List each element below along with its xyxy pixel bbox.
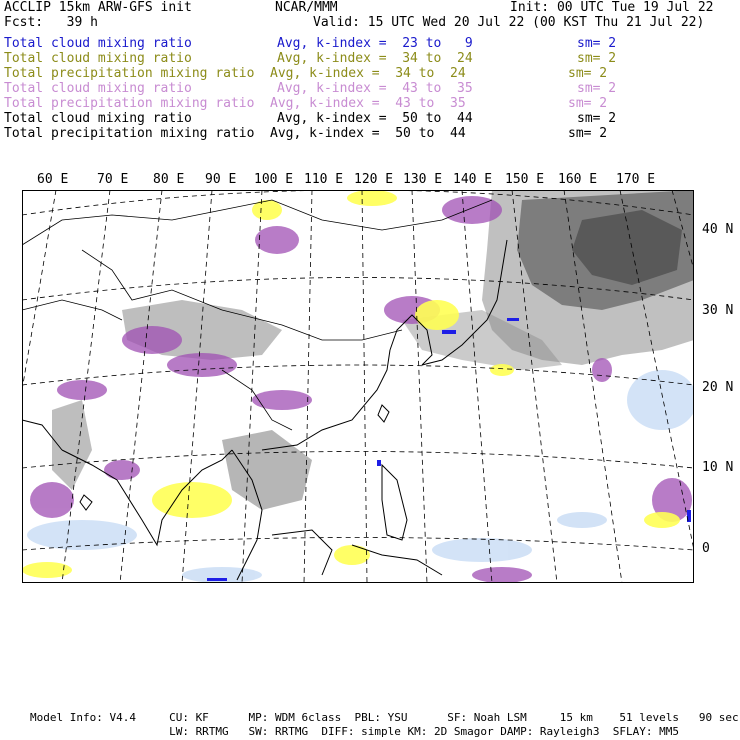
valid-time: Valid: 15 UTC Wed 20 Jul 22 (00 KST Thu 21 Jul 22) xyxy=(313,15,705,30)
lon-label-100e: 100 E xyxy=(254,172,294,187)
map-panel xyxy=(22,190,694,583)
footer-physics-info: LW: RRTMG SW: RRTMG DIFF: simple KM: 2D Smagor DAMP: Rayleigh3 SFLAY: MM5 xyxy=(30,725,680,738)
lat-label-0: 0 xyxy=(702,541,710,556)
field-4-name: Total cloud mixing ratio xyxy=(4,81,192,96)
lon-label-140e: 140 E xyxy=(453,172,493,187)
model-title: ACCLIP 15km ARW-GFS init xyxy=(4,0,192,15)
field-6-name: Total cloud mixing ratio xyxy=(4,111,192,126)
lon-label-120e: 120 E xyxy=(354,172,394,187)
org-label: NCAR/MMM xyxy=(275,0,338,15)
forecast-hour: Fcst: 39 h xyxy=(4,15,98,30)
field-1-avg: Avg, k-index = 23 to 9 xyxy=(277,36,473,51)
field-4-avg: Avg, k-index = 43 to 35 xyxy=(277,81,473,96)
field-7-avg: Avg, k-index = 50 to 44 xyxy=(270,126,466,141)
field-3-avg: Avg, k-index = 34 to 24 xyxy=(270,66,466,81)
field-2-sm: sm= 2 xyxy=(577,51,617,66)
field-1-name: Total cloud mixing ratio xyxy=(4,36,192,51)
field-2-name: Total cloud mixing ratio xyxy=(4,51,192,66)
header xyxy=(0,0,740,150)
lon-label-150e: 150 E xyxy=(505,172,545,187)
lat-label-20n: 20 N xyxy=(702,380,734,395)
field-5-sm: sm= 2 xyxy=(568,96,608,111)
lon-label-80e: 80 E xyxy=(153,172,185,187)
lon-label-70e: 70 E xyxy=(97,172,129,187)
field-3-name: Total precipitation mixing ratio xyxy=(4,66,255,81)
footer-model-info: Model Info: V4.4 CU: KF MP: WDM 6class PBL: YSU SF: Noah LSM 15 km 51 levels 90 sec xyxy=(30,711,739,724)
field-2-avg: Avg, k-index = 34 to 24 xyxy=(277,51,473,66)
lon-label-60e: 60 E xyxy=(37,172,69,187)
lat-label-10n: 10 N xyxy=(702,460,734,475)
lon-label-170e: 170 E xyxy=(616,172,656,187)
lat-label-40n: 40 N xyxy=(702,222,734,237)
field-6-sm: sm= 2 xyxy=(577,111,617,126)
field-1-sm: sm= 2 xyxy=(577,36,617,51)
field-7-name: Total precipitation mixing ratio xyxy=(4,126,255,141)
lon-label-130e: 130 E xyxy=(403,172,443,187)
lat-label-30n: 30 N xyxy=(702,303,734,318)
field-5-avg: Avg, k-index = 43 to 35 xyxy=(270,96,466,111)
field-6-avg: Avg, k-index = 50 to 44 xyxy=(277,111,473,126)
lon-label-160e: 160 E xyxy=(558,172,598,187)
init-time: Init: 00 UTC Tue 19 Jul 22 xyxy=(510,0,714,15)
lon-label-110e: 110 E xyxy=(304,172,344,187)
field-3-sm: sm= 2 xyxy=(568,66,608,81)
lon-label-90e: 90 E xyxy=(205,172,237,187)
field-7-sm: sm= 2 xyxy=(568,126,608,141)
field-5-name: Total precipitation mixing ratio xyxy=(4,96,255,111)
field-4-sm: sm= 2 xyxy=(577,81,617,96)
